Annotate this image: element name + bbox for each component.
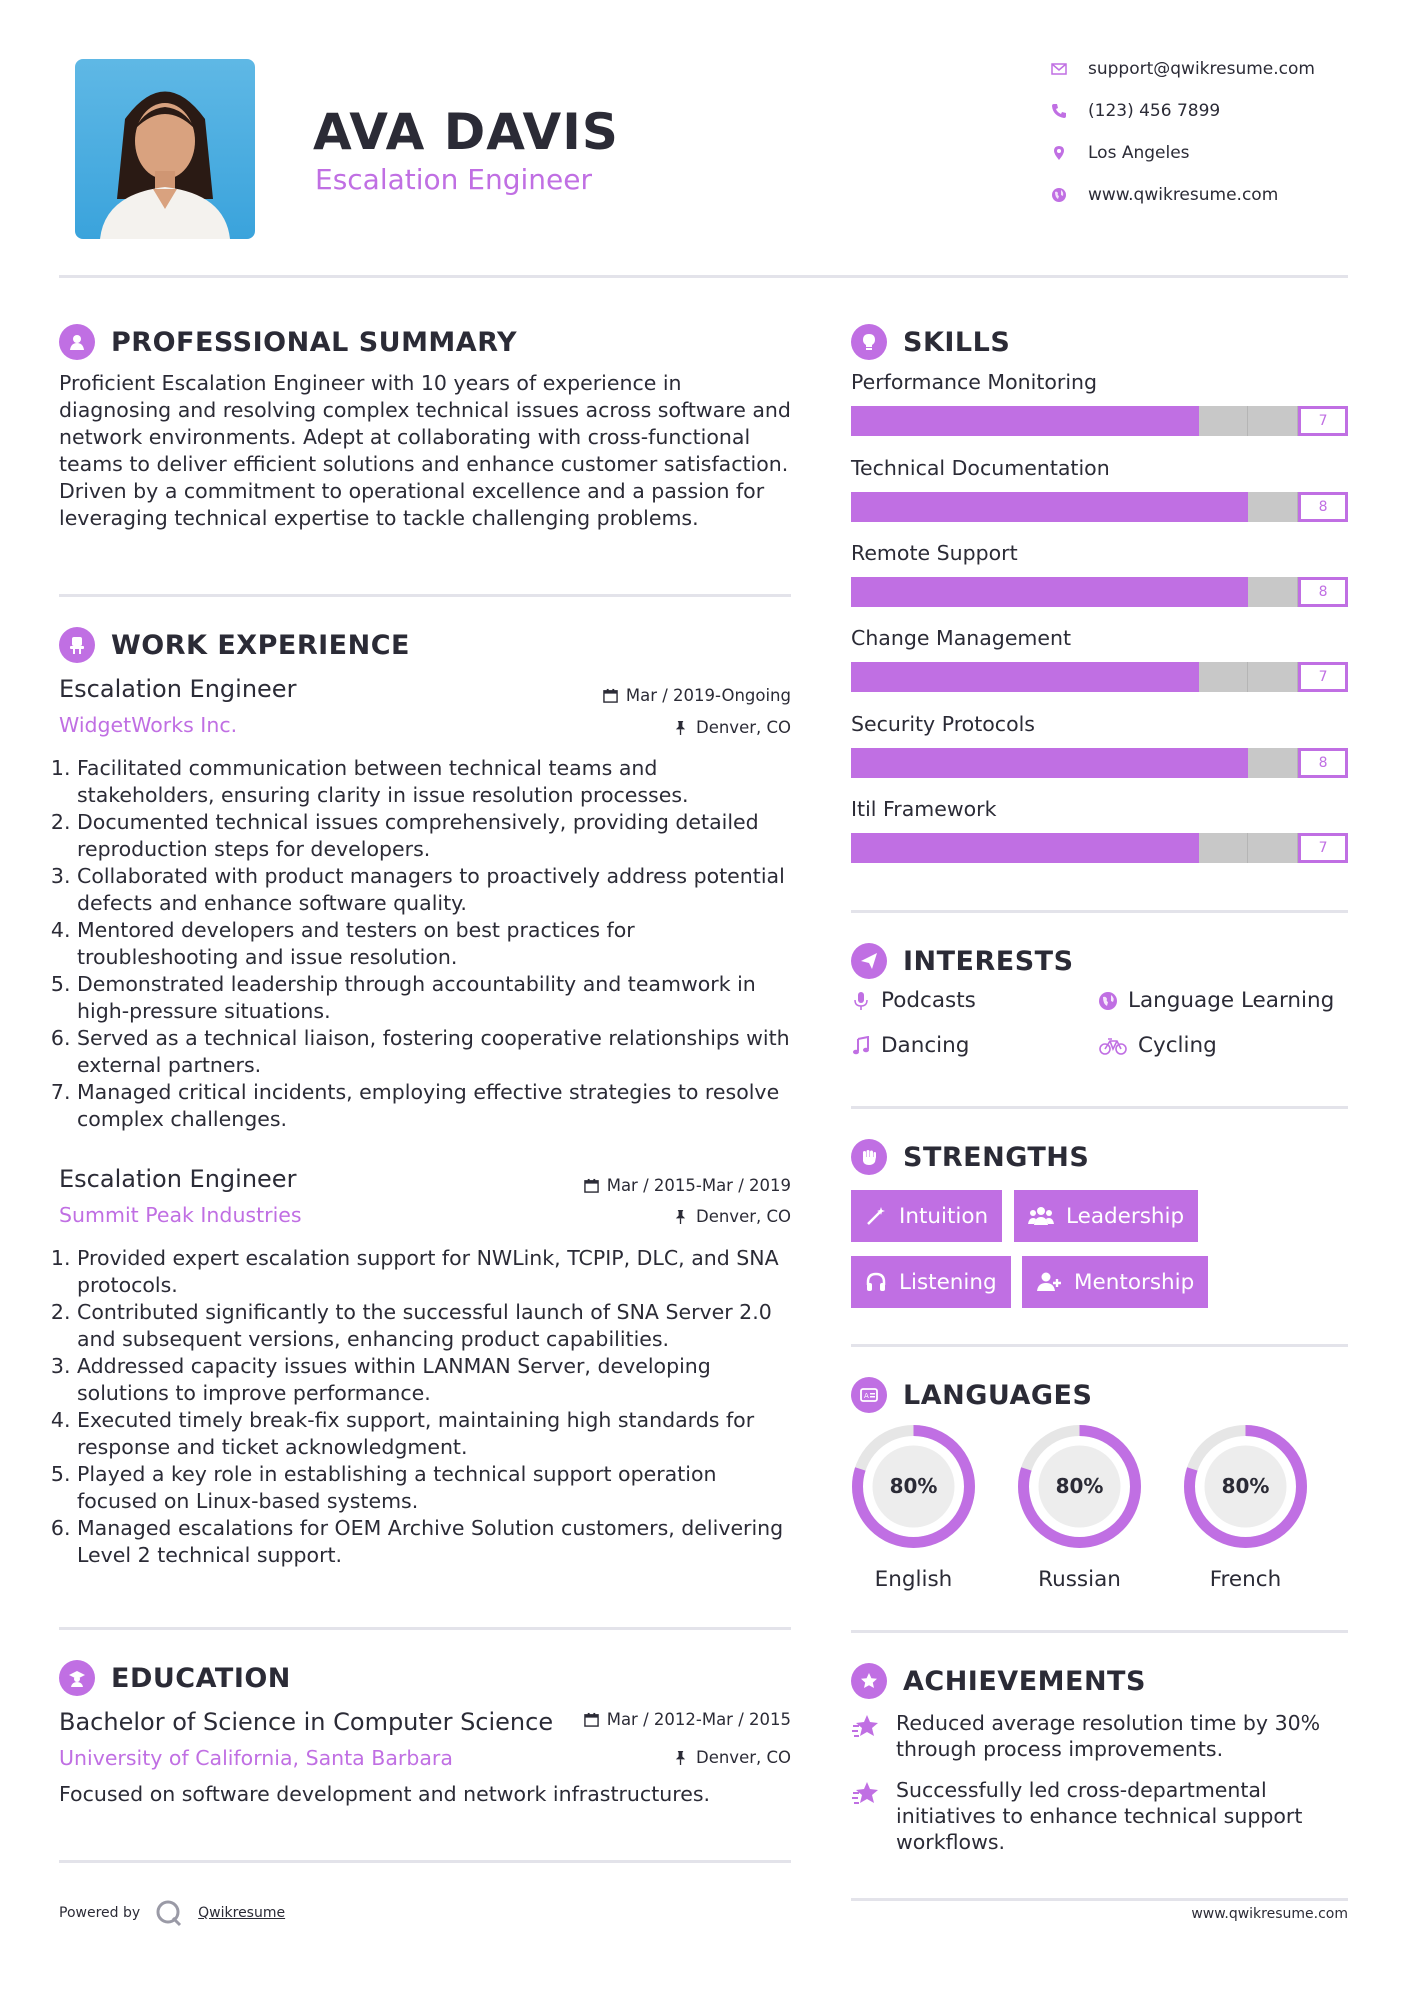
education-divider <box>59 1860 791 1863</box>
skill-bar-segment <box>1248 406 1298 436</box>
skill-bar-segment <box>1149 406 1199 436</box>
header-divider <box>59 275 1348 278</box>
star-badge-icon <box>851 1663 887 1699</box>
skill-level-badge: 7 <box>1298 833 1348 863</box>
summary-title: PROFESSIONAL SUMMARY <box>111 326 518 358</box>
skill-name: Performance Monitoring <box>851 370 1098 394</box>
achievements-title: ACHIEVEMENTS <box>903 1665 1146 1697</box>
strength-listening: Listening <box>851 1256 1011 1308</box>
skill-bar <box>851 406 1348 436</box>
skill-bar-segment <box>1050 748 1100 778</box>
achievement-1: Reduced average resolution time by 30% through process improvements. <box>851 1710 1348 1762</box>
group-icon <box>1028 1205 1054 1227</box>
skill-bar-segment <box>1099 833 1149 863</box>
skill-bar-segment <box>851 833 901 863</box>
skill-bar-segment <box>901 748 951 778</box>
add-user-icon <box>1036 1271 1062 1293</box>
skill-bar-segment <box>1050 662 1100 692</box>
skill-bar-segment <box>1248 577 1298 607</box>
job-1-dates: Mar / 2019-Ongoing <box>500 686 791 705</box>
skill-bar-segment <box>1099 406 1149 436</box>
skill-bar-segment <box>1000 748 1050 778</box>
contact-email[interactable] <box>1050 58 1315 80</box>
skill-bar-segment <box>1199 662 1249 692</box>
list-item: 5. Played a key role in establishing a technical support operation focused on Linux-based systems. <box>77 1461 797 1515</box>
skills-heading <box>851 322 1010 362</box>
candidate-name: AVA DAVIS <box>313 103 619 161</box>
languages-heading <box>851 1375 1092 1415</box>
skills-divider <box>851 910 1348 913</box>
medal-star-icon <box>851 1712 881 1742</box>
skill-bar-segment <box>1199 833 1249 863</box>
skill-bar-segment <box>1099 748 1149 778</box>
strength-leadership: Leadership <box>1014 1190 1198 1242</box>
skill-level-badge: 7 <box>1298 662 1348 692</box>
skill-item <box>851 797 1348 863</box>
globe-icon <box>1098 991 1118 1011</box>
languages-title: LANGUAGES <box>903 1379 1093 1411</box>
language-name: Russian <box>1038 1567 1121 1592</box>
footer-website[interactable]: www.qwikresume.com <box>1191 1906 1348 1922</box>
school-name: University of California, Santa Barbara <box>59 1746 453 1770</box>
list-item: 2. Documented technical issues comprehensively, providing detailed reproduction steps for developers. <box>77 809 797 863</box>
skill-bar <box>851 662 1348 692</box>
interests-heading <box>851 941 1074 981</box>
fist-icon <box>851 1139 887 1175</box>
interest-podcasts: Podcasts <box>851 988 976 1013</box>
envelope-icon <box>1050 60 1068 78</box>
bicycle-icon <box>1098 1036 1128 1056</box>
skill-bar <box>851 577 1348 607</box>
skill-bar-segment <box>901 833 951 863</box>
map-pin-icon <box>1050 144 1068 162</box>
language-ring <box>1183 1424 1308 1549</box>
skill-bar-segment <box>1000 833 1050 863</box>
skill-bar-segment <box>1000 577 1050 607</box>
skill-bar-segment <box>851 662 901 692</box>
pushpin-icon <box>673 1750 688 1765</box>
job-2-dates: Mar / 2015-Mar / 2019 <box>500 1176 791 1195</box>
language-percent: 80% <box>1055 1474 1104 1498</box>
job-1-title: Escalation Engineer <box>59 675 297 703</box>
location-text: Los Angeles <box>1088 143 1190 163</box>
skill-item <box>851 370 1348 436</box>
education-description: Focused on software development and network infrastructures. <box>59 1782 711 1806</box>
list-item: 5. Demonstrated leadership through accountability and teamwork in high-pressure situations. <box>77 971 797 1025</box>
skill-bar-segment <box>1000 406 1050 436</box>
music-note-icon <box>851 1036 871 1056</box>
skill-bar-segment <box>901 577 951 607</box>
skill-bar-segment <box>1248 833 1298 863</box>
medal-star-icon <box>851 1779 881 1809</box>
skill-bar-segment <box>1050 492 1100 522</box>
skill-item <box>851 626 1348 692</box>
skill-level-badge: 8 <box>1298 748 1348 778</box>
list-item: 1. Facilitated communication between technical teams and stakeholders, ensuring clarity in issue resolution processes. <box>77 755 797 809</box>
achievement-2: Successfully led cross-departmental initiatives to enhance technical support workflows. <box>851 1777 1348 1855</box>
lightbulb-icon <box>851 324 887 360</box>
language-item <box>1017 1424 1142 1592</box>
skill-bar <box>851 833 1348 863</box>
degree-title: Bachelor of Science in Computer Science <box>59 1708 554 1736</box>
job-2-company: Summit Peak Industries <box>59 1203 302 1227</box>
skill-bar-segment <box>1199 748 1249 778</box>
contact-phone[interactable] <box>1050 100 1220 122</box>
skill-bar-segment <box>851 577 901 607</box>
pushpin-icon <box>673 720 688 735</box>
candidate-title: Escalation Engineer <box>315 163 593 196</box>
skill-item <box>851 541 1348 607</box>
skill-bar-segment <box>1099 577 1149 607</box>
job-2-location: Denver, CO <box>500 1207 791 1226</box>
list-item: 2. Contributed significantly to the successful launch of SNA Server 2.0 and subsequent versions, enhancing product capabilities. <box>77 1299 797 1353</box>
skill-bar-segment <box>950 748 1000 778</box>
language-ring <box>851 1424 976 1549</box>
skill-item <box>851 456 1348 522</box>
interest-dancing: Dancing <box>851 1033 969 1058</box>
skill-bar-segment <box>1149 662 1199 692</box>
phone-icon <box>1050 102 1068 120</box>
website-text: www.qwikresume.com <box>1088 185 1279 205</box>
graduate-icon <box>59 1660 95 1696</box>
skill-bar-segment <box>901 492 951 522</box>
skill-bar-segment <box>950 492 1000 522</box>
language-card-icon <box>851 1377 887 1413</box>
skill-bar-segment <box>1000 662 1050 692</box>
skill-bar-segment <box>1050 577 1100 607</box>
globe-icon <box>1050 186 1068 204</box>
headphones-icon <box>865 1271 887 1293</box>
skill-bar-segment <box>1099 662 1149 692</box>
skill-item <box>851 712 1348 778</box>
skill-bar-segment <box>1199 492 1249 522</box>
skill-bar-segment <box>901 662 951 692</box>
magic-wand-icon <box>865 1205 887 1227</box>
qwikresume-logo-icon <box>154 1898 184 1928</box>
skill-bar-segment <box>851 406 901 436</box>
skill-bar-segment <box>851 492 901 522</box>
skill-bar-segment <box>1099 492 1149 522</box>
language-item <box>851 1424 976 1592</box>
strength-intuition: Intuition <box>851 1190 1002 1242</box>
calendar-icon <box>584 1178 599 1193</box>
calendar-icon <box>603 688 618 703</box>
skill-bar-segment <box>950 833 1000 863</box>
interests-title: INTERESTS <box>903 945 1074 977</box>
skill-name: Itil Framework <box>851 797 997 821</box>
skill-bar <box>851 748 1348 778</box>
list-item: 7. Managed critical incidents, employing effective strategies to resolve complex challenges. <box>77 1079 797 1133</box>
paper-plane-icon <box>851 943 887 979</box>
powered-by-label: Powered by <box>59 1905 141 1921</box>
svg-text:A: A <box>864 1392 869 1400</box>
work-divider <box>59 1627 791 1630</box>
job-1-bullets <box>57 755 797 1133</box>
microphone-icon <box>851 991 871 1011</box>
skill-bar-segment <box>1149 833 1199 863</box>
interests-divider <box>851 1106 1348 1109</box>
job-1-location: Denver, CO <box>500 718 791 737</box>
language-percent: 80% <box>1221 1474 1270 1498</box>
education-title: EDUCATION <box>111 1662 291 1694</box>
skill-bar-segment <box>1199 406 1249 436</box>
job-1-company: WidgetWorks Inc. <box>59 713 238 737</box>
languages-divider <box>851 1630 1348 1633</box>
strengths-title: STRENGTHS <box>903 1141 1090 1173</box>
skill-bar-segment <box>1248 748 1298 778</box>
skill-bar-segment <box>950 662 1000 692</box>
strengths-divider <box>851 1344 1348 1347</box>
pushpin-icon <box>673 1209 688 1224</box>
skills-title: SKILLS <box>903 326 1011 358</box>
email-text: support@qwikresume.com <box>1088 59 1315 79</box>
contact-location <box>1050 142 1190 164</box>
languages-list <box>851 1424 1308 1592</box>
summary-text: Proficient Escalation Engineer with 10 years of experience in diagnosing and resolving complex technical issues across software and network environments. Adept at collaborating with cross-functional teams to deliver efficient solutions and enhance customer satisfaction. Driven by a commitment to operational excellence and a passion for leveraging technical expertise to tackle challenging problems. <box>59 371 791 530</box>
summary-heading <box>59 322 517 362</box>
skill-name: Security Protocols <box>851 712 1035 736</box>
skill-name: Remote Support <box>851 541 1018 565</box>
work-heading <box>59 625 410 665</box>
language-percent: 80% <box>889 1474 938 1498</box>
skill-name: Change Management <box>851 626 1072 650</box>
language-name: French <box>1209 1567 1282 1592</box>
education-heading <box>59 1658 291 1698</box>
skill-bar-segment <box>950 406 1000 436</box>
interest-language-learning: Language Learning <box>1098 988 1334 1013</box>
achievements-divider <box>851 1898 1348 1901</box>
skill-bar-segment <box>1149 748 1199 778</box>
strengths-heading <box>851 1137 1089 1177</box>
skill-bar <box>851 492 1348 522</box>
list-item: 6. Served as a technical liaison, fostering cooperative relationships with external partners. <box>77 1025 797 1079</box>
list-item: 3. Collaborated with product managers to proactively address potential defects and enhance software quality. <box>77 863 797 917</box>
skill-bar-segment <box>950 577 1000 607</box>
skill-bar-segment <box>1248 662 1298 692</box>
calendar-icon <box>584 1712 599 1727</box>
chair-icon <box>59 627 95 663</box>
education-dates: Mar / 2012-Mar / 2015 <box>500 1710 791 1729</box>
job-2-title: Escalation Engineer <box>59 1165 297 1193</box>
skill-bar-segment <box>1248 492 1298 522</box>
skill-bar-segment <box>851 748 901 778</box>
skill-bar-segment <box>1199 577 1249 607</box>
powered-by <box>59 1898 285 1928</box>
list-item: 4. Executed timely break-fix support, maintaining high standards for response and ticket acknowledgment. <box>77 1407 797 1461</box>
language-name: English <box>874 1567 953 1592</box>
list-item: 4. Mentored developers and testers on best practices for troubleshooting and issue resolution. <box>77 917 797 971</box>
skill-bar-segment <box>1149 492 1199 522</box>
user-icon <box>59 324 95 360</box>
brand-link[interactable]: Qwikresume <box>198 1905 286 1921</box>
skill-bar-segment <box>1050 833 1100 863</box>
skill-level-badge: 8 <box>1298 492 1348 522</box>
interest-cycling: Cycling <box>1098 1033 1217 1058</box>
skill-bar-segment <box>1000 492 1050 522</box>
skill-level-badge: 7 <box>1298 406 1348 436</box>
work-title: WORK EXPERIENCE <box>111 629 410 661</box>
list-item: 3. Addressed capacity issues within LANMAN Server, developing solutions to improve performance. <box>77 1353 797 1407</box>
job-2-bullets <box>57 1245 797 1569</box>
profile-photo <box>75 59 255 239</box>
skill-name: Technical Documentation <box>851 456 1110 480</box>
skill-bar-segment <box>901 406 951 436</box>
contact-website[interactable] <box>1050 184 1278 206</box>
education-location: Denver, CO <box>500 1748 791 1767</box>
summary-divider <box>59 594 791 597</box>
skill-bar-segment <box>1050 406 1100 436</box>
skill-level-badge: 8 <box>1298 577 1348 607</box>
phone-text: (123) 456 7899 <box>1088 101 1221 121</box>
list-item: 6. Managed escalations for OEM Archive Solution customers, delivering Level 2 technical support. <box>77 1515 797 1569</box>
skill-bar-segment <box>1149 577 1199 607</box>
strength-mentorship: Mentorship <box>1022 1256 1208 1308</box>
language-item <box>1183 1424 1308 1592</box>
language-ring <box>1017 1424 1142 1549</box>
list-item: 1. Provided expert escalation support for NWLink, TCPIP, DLC, and SNA protocols. <box>77 1245 797 1299</box>
achievements-heading <box>851 1661 1146 1701</box>
